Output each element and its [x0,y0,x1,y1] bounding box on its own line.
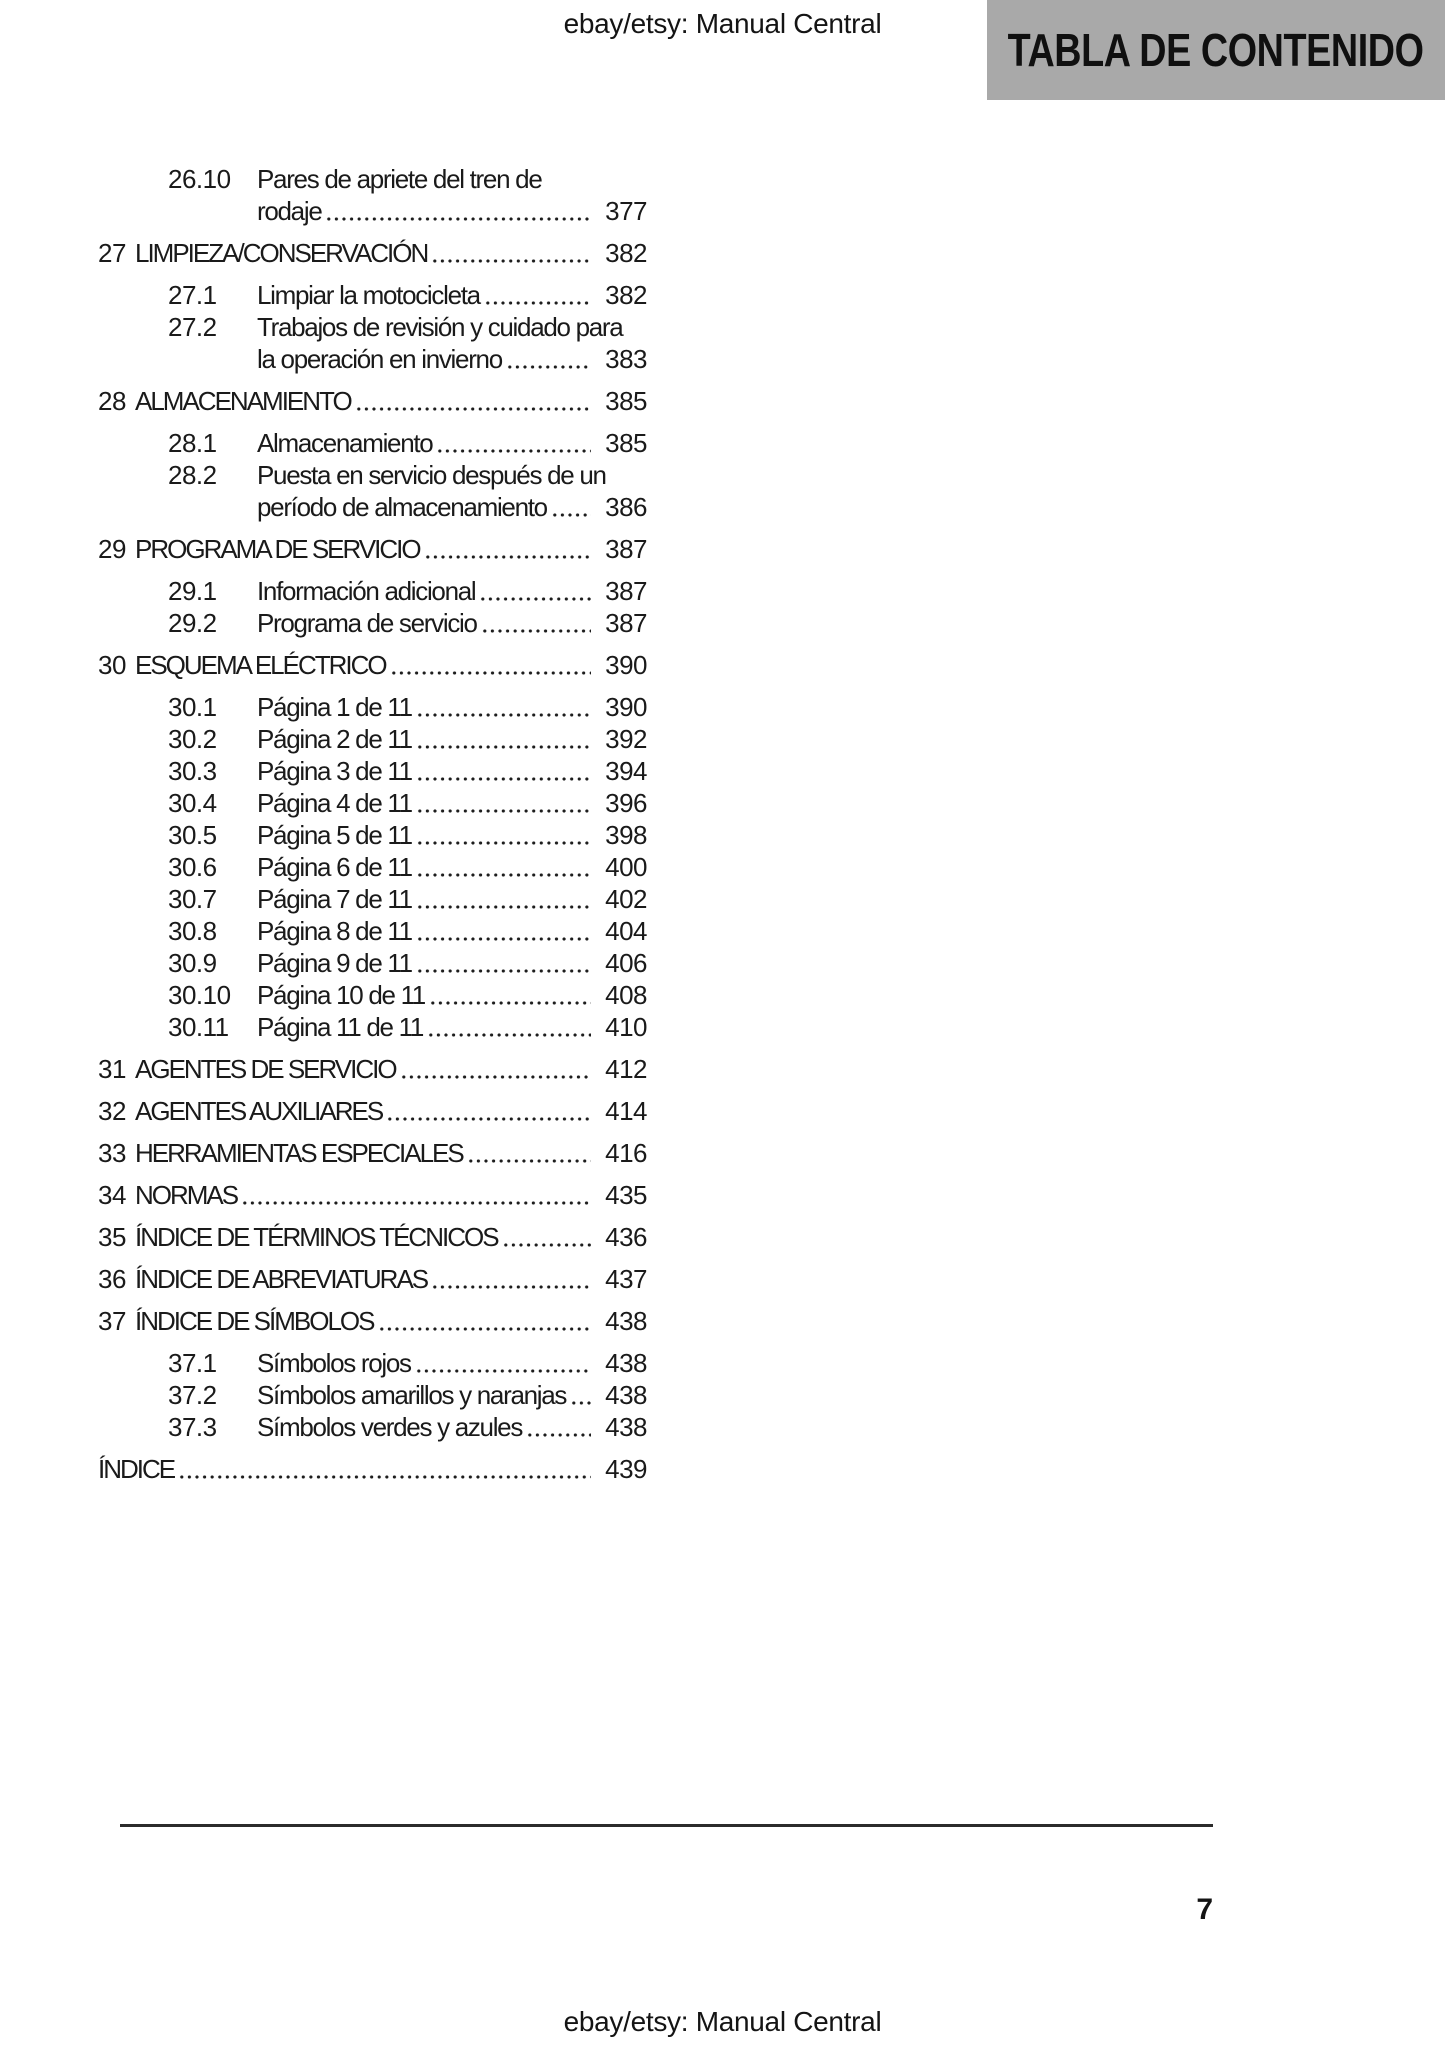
toc-entry-title: Página 4 de 11 [257,788,412,818]
toc-entry-number: 30.10 [168,980,231,1010]
toc-leader-dots [416,969,591,973]
toc-entry-title: Página 9 de 11 [257,948,412,978]
toc-entry [98,649,647,681]
toc-entry-title: Símbolos amarillos y naranjas [257,1380,567,1410]
toc-entry-title: Símbolos rojos [257,1348,411,1378]
toc-entry-page: 410 [605,1012,647,1042]
toc-line [98,787,647,819]
toc-entry [98,979,647,1011]
toc-leader-dots [416,745,591,749]
toc-entry-page: 404 [605,916,647,946]
toc-leader-dots [424,555,591,559]
toc-line [98,343,647,375]
toc-entry-page: 438 [605,1380,647,1410]
toc-entry [98,1137,647,1169]
toc-line [98,163,647,195]
toc-entry-title: AGENTES AUXILIARES [135,1096,383,1126]
toc-entry-number: 27.2 [168,312,217,342]
toc-entry [98,851,647,883]
toc-entry [98,607,647,639]
toc-entry [98,1053,647,1085]
toc-entry [98,1179,647,1211]
contents-banner [987,0,1445,100]
toc-entry-title: Página 1 de 11 [257,692,412,722]
toc-leader-dots [526,1433,591,1437]
toc-entry-page: 414 [605,1096,647,1126]
page-number: 7 [1196,1893,1213,1926]
toc-entry-page: 439 [605,1454,647,1484]
toc-entry-page: 387 [605,608,647,638]
contents-banner-title: TABLA DE CONTENIDO [1008,24,1424,76]
toc-entry-title: ÍNDICE [98,1454,175,1484]
toc-entry [98,1263,647,1295]
toc-entry-title: Pares de apriete del tren de [257,164,542,194]
toc-entry-title: Trabajos de revisión y cuidado para [257,312,623,342]
toc-entry-page: 390 [605,692,647,722]
toc-entry-title: rodaje [257,196,322,226]
toc-entry-number: 30.5 [168,820,217,850]
toc-entry-page: 392 [605,724,647,754]
toc-entry-page: 383 [605,344,647,374]
toc-leader-dots [484,301,591,305]
toc-entry-page: 437 [605,1264,647,1294]
toc-entry-number: 27.1 [168,280,217,310]
toc-line [98,883,647,915]
toc-leader-dots [416,713,591,717]
toc-entry-number: 33 [98,1138,126,1168]
footer-divider [120,1824,1213,1827]
toc-entry [98,947,647,979]
toc-entry [98,575,647,607]
toc-entry [98,883,647,915]
toc-entry-page: 408 [605,980,647,1010]
toc-entry-page: 385 [605,386,647,416]
toc-line [98,979,647,1011]
toc-entry-page: 387 [605,576,647,606]
toc-entry [98,385,647,417]
toc-entry-page: 382 [605,280,647,310]
toc-leader-dots [416,937,591,941]
toc-leader-dots [481,629,591,633]
toc-entry-number: 37.1 [168,1348,217,1378]
toc-entry-number: 37.3 [168,1412,217,1442]
toc-line [98,723,647,755]
toc-entry-page: 400 [605,852,647,882]
toc-entry-number: 31 [98,1054,126,1084]
toc-entry-number: 30.9 [168,948,217,978]
toc-line [98,575,647,607]
toc-entry-title: AGENTES DE SERVICIO [135,1054,396,1084]
toc-entry-number: 27 [98,238,126,268]
toc-line [98,427,647,459]
toc-line [98,1095,647,1127]
toc-entry-number: 28 [98,386,126,416]
toc-entry-number: 30.3 [168,756,217,786]
toc-entry-title: Página 5 de 11 [257,820,412,850]
toc-leader-dots [378,1327,592,1331]
toc-entry-page: 406 [605,948,647,978]
toc-entry-page: 390 [605,650,647,680]
toc-line [98,385,647,417]
toc-entry-title: Puesta en servicio después de un [257,460,606,490]
toc-entry-number: 34 [98,1180,126,1210]
toc-entry-title: ÍNDICE DE SÍMBOLOS [135,1306,374,1336]
toc-entry-page: 435 [605,1180,647,1210]
toc-entry-number: 35 [98,1222,126,1252]
toc-entry-number: 30.2 [168,724,217,754]
toc-entry-number: 30.11 [168,1012,229,1042]
toc-leader-dots [570,1401,591,1405]
toc-entry-page: 396 [605,788,647,818]
footer-doc-title: ebay/etsy: Manual Central [563,2006,882,2037]
toc-entry-number: 30.8 [168,916,217,946]
toc-line [98,1053,647,1085]
toc-entry-number: 29.2 [168,608,217,638]
toc-entry-page: 438 [605,1306,647,1336]
toc-entry-page: 385 [605,428,647,458]
toc-entry-number: 28.2 [168,460,217,490]
toc-entry-title: Página 7 de 11 [257,884,412,914]
toc-leader-dots [390,671,591,675]
toc-entry-title: ÍNDICE DE ABREVIATURAS [135,1264,428,1294]
toc-entry-number: 37 [98,1306,126,1336]
toc-entry-title: Símbolos verdes y azules [257,1412,523,1442]
toc-entry [98,1221,647,1253]
toc-entry-number: 30 [98,650,126,680]
table-of-contents [98,163,647,1485]
toc-entry-page: 382 [605,238,647,268]
toc-line [98,1453,647,1485]
toc-leader-dots [416,873,591,877]
toc-entry-number: 26.10 [168,164,231,194]
toc-line [98,533,647,565]
toc-leader-dots [431,1285,591,1289]
toc-line [98,1179,647,1211]
toc-entry [98,1347,647,1379]
toc-line [98,1263,647,1295]
toc-entry-title: la operación en invierno [257,344,502,374]
toc-leader-dots [551,513,591,517]
toc-leader-dots [467,1159,591,1163]
toc-line [98,915,647,947]
toc-line [98,1379,647,1411]
toc-leader-dots [416,777,591,781]
toc-leader-dots [416,809,591,813]
toc-entry-page: 394 [605,756,647,786]
toc-line [98,755,647,787]
toc-leader-dots [386,1117,591,1121]
toc-entry-title: Limpiar la motocicleta [257,280,480,310]
toc-entry [98,755,647,787]
toc-entry-title: ÍNDICE DE TÉRMINOS TÉCNICOS [135,1222,498,1252]
toc-entry-title: Página 10 de 11 [257,980,425,1010]
toc-entry [98,1095,647,1127]
toc-entry-title: NORMAS [135,1180,238,1210]
toc-line [98,279,647,311]
toc-entry [98,787,647,819]
toc-leader-dots [506,365,591,369]
toc-entry [98,279,647,311]
toc-line [98,459,647,491]
toc-leader-dots [431,259,591,263]
toc-leader-dots [416,905,591,909]
toc-entry-title: Información adicional [257,576,476,606]
toc-entry-title: Almacenamiento [257,428,433,458]
toc-line [98,1305,647,1337]
toc-entry [98,1305,647,1337]
toc-line [98,491,647,523]
toc-entry-title: Página 2 de 11 [257,724,412,754]
toc-leader-dots [416,841,591,845]
toc-line [98,1411,647,1443]
toc-leader-dots [325,217,591,221]
toc-entry-page: 436 [605,1222,647,1252]
toc-line [98,237,647,269]
toc-entry [98,1379,647,1411]
toc-entry-title: LIMPIEZA/CONSERVACIÓN [135,238,428,268]
toc-entry-title: Página 11 de 11 [257,1012,424,1042]
toc-entry-number: 30.7 [168,884,217,914]
toc-leader-dots [502,1243,591,1247]
toc-entry-number: 37.2 [168,1380,217,1410]
toc-entry-page: 412 [605,1054,647,1084]
header-doc-title: ebay/etsy: Manual Central [563,8,882,39]
toc-entry-title: ALMACENAMIENTO [135,386,351,416]
toc-entry [98,1011,647,1043]
toc-entry-page: 402 [605,884,647,914]
toc-entry-title: Página 8 de 11 [257,916,412,946]
toc-line [98,1137,647,1169]
toc-line [98,1221,647,1253]
toc-entry-title: Programa de servicio [257,608,477,638]
toc-entry-title: período de almacenamiento [257,492,547,522]
toc-entry-title: PROGRAMA DE SERVICIO [135,534,420,564]
toc-leader-dots [355,407,591,411]
toc-entry [98,533,647,565]
toc-leader-dots [241,1201,591,1205]
toc-entry-title: HERRAMIENTAS ESPECIALES [135,1138,463,1168]
toc-entry [98,723,647,755]
toc-entry [98,311,647,375]
toc-line [98,607,647,639]
toc-leader-dots [479,597,591,601]
toc-entry [98,819,647,851]
toc-entry [98,163,647,227]
toc-entry-title: ESQUEMA ELÉCTRICO [135,650,386,680]
toc-line [98,691,647,723]
toc-entry-page: 377 [605,196,647,226]
toc-entry-number: 29 [98,534,126,564]
toc-leader-dots [427,1033,591,1037]
toc-entry-number: 30.1 [168,692,217,722]
toc-entry-number: 30.4 [168,788,217,818]
toc-entry-page: 386 [605,492,647,522]
toc-entry [98,915,647,947]
toc-entry-page: 438 [605,1412,647,1442]
toc-line [98,819,647,851]
toc-line [98,1011,647,1043]
toc-line [98,947,647,979]
toc-leader-dots [415,1369,591,1373]
toc-entry-number: 28.1 [168,428,217,458]
toc-leader-dots [429,1001,591,1005]
toc-entry-page: 416 [605,1138,647,1168]
toc-line [98,851,647,883]
toc-entry-page: 398 [605,820,647,850]
toc-entry-number: 32 [98,1096,126,1126]
toc-entry-number: 30.6 [168,852,217,882]
toc-line [98,195,647,227]
toc-entry [98,237,647,269]
toc-entry-page: 387 [605,534,647,564]
toc-entry [98,691,647,723]
toc-entry [98,427,647,459]
toc-leader-dots [400,1075,591,1079]
toc-entry [98,1411,647,1443]
toc-line [98,649,647,681]
toc-entry-page: 438 [605,1348,647,1378]
toc-entry-number: 36 [98,1264,126,1294]
toc-entry-title: Página 6 de 11 [257,852,412,882]
toc-line [98,311,647,343]
toc-entry-number: 29.1 [168,576,217,606]
toc-leader-dots [178,1475,591,1479]
toc-entry-title: Página 3 de 11 [257,756,412,786]
toc-leader-dots [436,449,591,453]
toc-entry [98,459,647,523]
toc-line [98,1347,647,1379]
toc-entry [98,1453,647,1485]
